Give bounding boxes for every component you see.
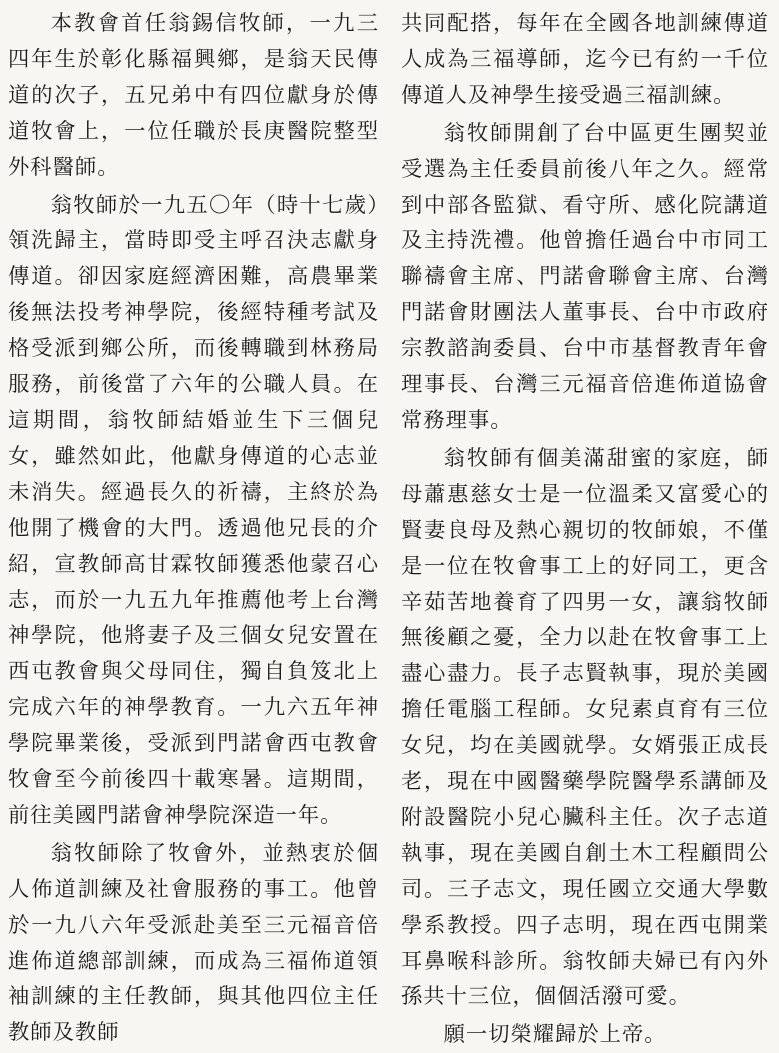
paragraph-evangelism-cont: 共同配搭，每年在全國各地訓練傳道人成為三福導師，迄今已有約一千位傳道人及神學生接受過三福訓練。 (401, 11, 769, 108)
paragraph-closing: 願一切榮耀歸於上帝。 (443, 1022, 667, 1048)
paragraph-calling: 翁牧師於一九五〇年（時十七歲）領洗歸主，當時即受主呼召決志獻身傳道。卻因家庭經濟困難，高農畢業後無法投考神學院，後經特種考試及格受派到鄉公所，而後轉職到林務局服務，前後當了六年的公職人員。在這期間，翁牧師結婚並生下三個兒女，雖然如此，他獻身傳道的心志並未消失。經過長久的祈禱，主終於為他開了機會的大門。透過他兄長的介紹，宣教師高甘霖牧師獲悉他蒙召心志，而於一九五九年推薦他考上台灣神學院，他將妻子及三個女兒安置在西屯教會與父母同住，獨自負笈北上完成六年的神學教育。一九六五年神學院畢業後，受派到門諾會西屯教會牧會至今前後四十載寒暑。這期間，前往美國門諾會神學院深造一年。 (8, 192, 379, 828)
paragraph-intro: 本教會首任翁錫信牧師，一九三四年生於彰化縣福興鄉，是翁天民傳道的次子，五兄弟中有四位獻身於傳道牧會上，一位任職於長庚醫院整型外科醫師。 (8, 11, 379, 180)
paragraph-service: 翁牧師開創了台中區更生團契並受選為主任委員前後八年之久。經常到中部各監獄、看守所、感化院講道及主持洗禮。他曾擔任過台中市同工聯禱會主席、門諾會聯會主席、台灣門諾會財團法人董事長、台中市政府宗教諮詢委員、台中市基督教青年會理事長、台灣三元福音倍進佈道協會常務理事。 (401, 120, 769, 433)
paragraph-family: 翁牧師有個美滿甜蜜的家庭，師母蕭惠慈女士是一位溫柔又富愛心的賢妻良母及熱心親切的牧師娘，不僅是一位在牧會事工上的好同工，更含辛茹苦地養育了四男一女，讓翁牧師無後顧之憂，全力以赴在牧會事工上盡心盡力。長子志賢執事，現於美國擔任電腦工程師。女兒素貞育有三位女兒，均在美國就學。女婿張正成長老，現在中國醫藥學院醫學系講師及附設醫院小兒心臟科主任。次子志道執事，現在美國自創土木工程顧問公司。三子志文，現任國立交通大學數學系教授。四子志明，現在西屯開業耳鼻喉科診所。翁牧師夫婦已有內外孫共十三位，個個活潑可愛。 (401, 445, 769, 1010)
right-column (391, 0, 779, 1048)
left-column (0, 0, 391, 1046)
paragraph-evangelism: 翁牧師除了牧會外，並熱衷於個人佈道訓練及社會服務的事工。他曾於一九八六年受派赴美至三元福音倍進佈道總部訓練，而成為三福佈道領袖訓練的主任教師，與其他四位主任教師及教師 (8, 840, 379, 1046)
